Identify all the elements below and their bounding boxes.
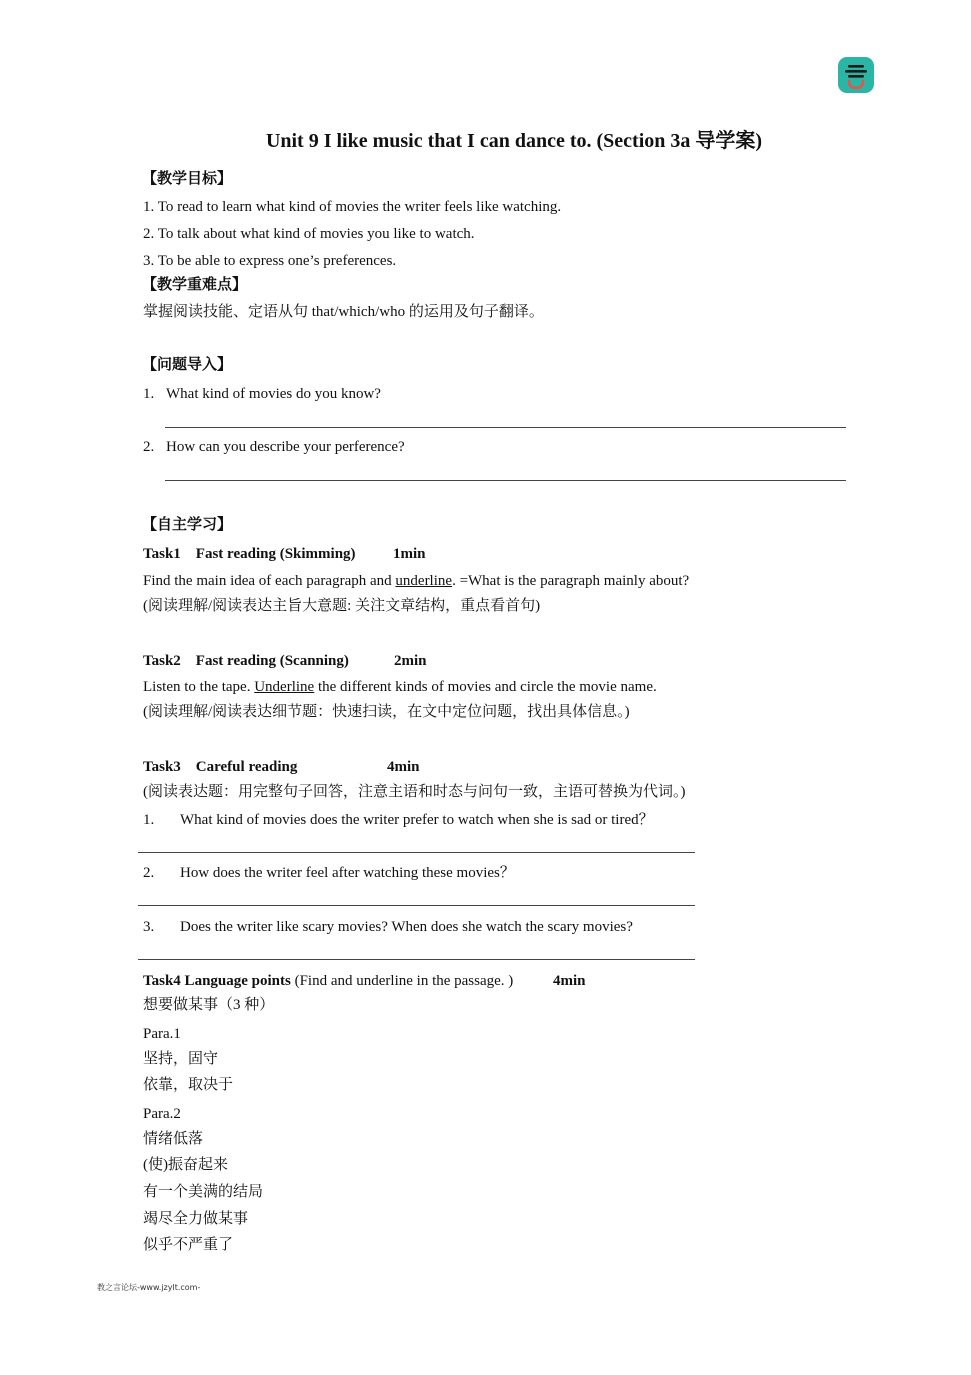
keypoints-heading: 【教学重难点】 <box>142 277 248 293</box>
answer-line[interactable] <box>165 480 846 481</box>
intro-question-number: 2. <box>143 439 155 455</box>
keypoints-text: 掌握阅读技能、定语从句 that/which/who 的运用及句子翻译。 <box>143 304 544 320</box>
underline-word: Underline <box>254 679 315 695</box>
task3-title: Task3 Careful reading <box>143 759 298 775</box>
task2-instruction: Listen to the tape. Underline the different kinds of movies and circle the movie name. <box>143 679 657 695</box>
answer-line[interactable] <box>138 959 695 960</box>
task3-question: What kind of movies does the writer prefer to watch when she is sad or tired？ <box>180 812 654 828</box>
goal-item: 3. To be able to express one’s preferences. <box>143 253 397 269</box>
answer-line[interactable] <box>138 905 695 906</box>
task3-question: Does the writer like scary movies? When does she watch the scary movies? <box>180 919 633 935</box>
task3-question-number: 2. <box>143 865 155 881</box>
page-title: Unit 9 I like music that I can dance to. (Section 3a 导学案) <box>265 130 763 152</box>
task3-question-number: 3. <box>143 919 155 935</box>
language-point: 有一个美满的结局 <box>143 1184 264 1200</box>
task1-title: Task1 Fast reading (Skimming) <box>143 546 356 562</box>
task3-question: How does the writer feel after watching these movies？ <box>180 865 515 881</box>
language-point: 似乎不严重了 <box>143 1237 234 1253</box>
task4-title: Task4 Language points <box>143 973 291 989</box>
task1-instruction: Find the main idea of each paragraph and underline. =What is the paragraph mainly about? <box>143 573 690 589</box>
underline-word: underline <box>395 573 453 589</box>
task4-time: 4min <box>553 973 586 989</box>
task1-note: (阅读理解/阅读表达主旨大意题: 关注文章结构，重点看首句) <box>143 598 541 614</box>
footer-text: 教之言论坛-www.jzylt.com- <box>97 1283 201 1292</box>
language-point: (使)振奋起来 <box>143 1157 228 1173</box>
answer-line[interactable] <box>138 852 695 853</box>
intro-question: What kind of movies do you know? <box>166 386 381 402</box>
task3-note: (阅读表达题：用完整句子回答，注意主语和时态与问句一致，主语可替换为代词。) <box>143 784 686 800</box>
task2-time: 2min <box>394 653 427 669</box>
intro-question-number: 1. <box>143 386 155 402</box>
language-point: 想要做某事（3 种） <box>143 997 275 1013</box>
language-point: 坚持，固守 <box>143 1051 219 1067</box>
goal-item: 1. To read to learn what kind of movies the writer feels like watching. <box>143 199 562 215</box>
language-point: 依靠，取决于 <box>143 1077 234 1093</box>
brand-logo-icon <box>838 57 874 93</box>
intro-question: How can you describe your perference? <box>166 439 405 455</box>
task2-title: Task2 Fast reading (Scanning) <box>143 653 349 669</box>
self-study-heading: 【自主学习】 <box>142 517 233 533</box>
task2-note: (阅读理解/阅读表达细节题：快速扫读，在文中定位问题，找出具体信息。) <box>143 704 630 720</box>
task3-question-number: 1. <box>143 812 155 828</box>
language-point: Para.1 <box>143 1026 181 1042</box>
task3-time: 4min <box>387 759 420 775</box>
language-point: Para.2 <box>143 1106 181 1122</box>
answer-line[interactable] <box>165 427 846 428</box>
task4-header <box>143 972 513 990</box>
task4-note: (Find and underline in the passage. ) <box>290 973 514 989</box>
language-point: 竭尽全力做某事 <box>143 1211 249 1227</box>
task1-time: 1min <box>393 546 426 562</box>
language-point: 情绪低落 <box>143 1131 204 1147</box>
goal-item: 2. To talk about what kind of movies you like to watch. <box>143 226 475 242</box>
goals-heading: 【教学目标】 <box>142 171 233 187</box>
intro-heading: 【问题导入】 <box>142 357 233 373</box>
